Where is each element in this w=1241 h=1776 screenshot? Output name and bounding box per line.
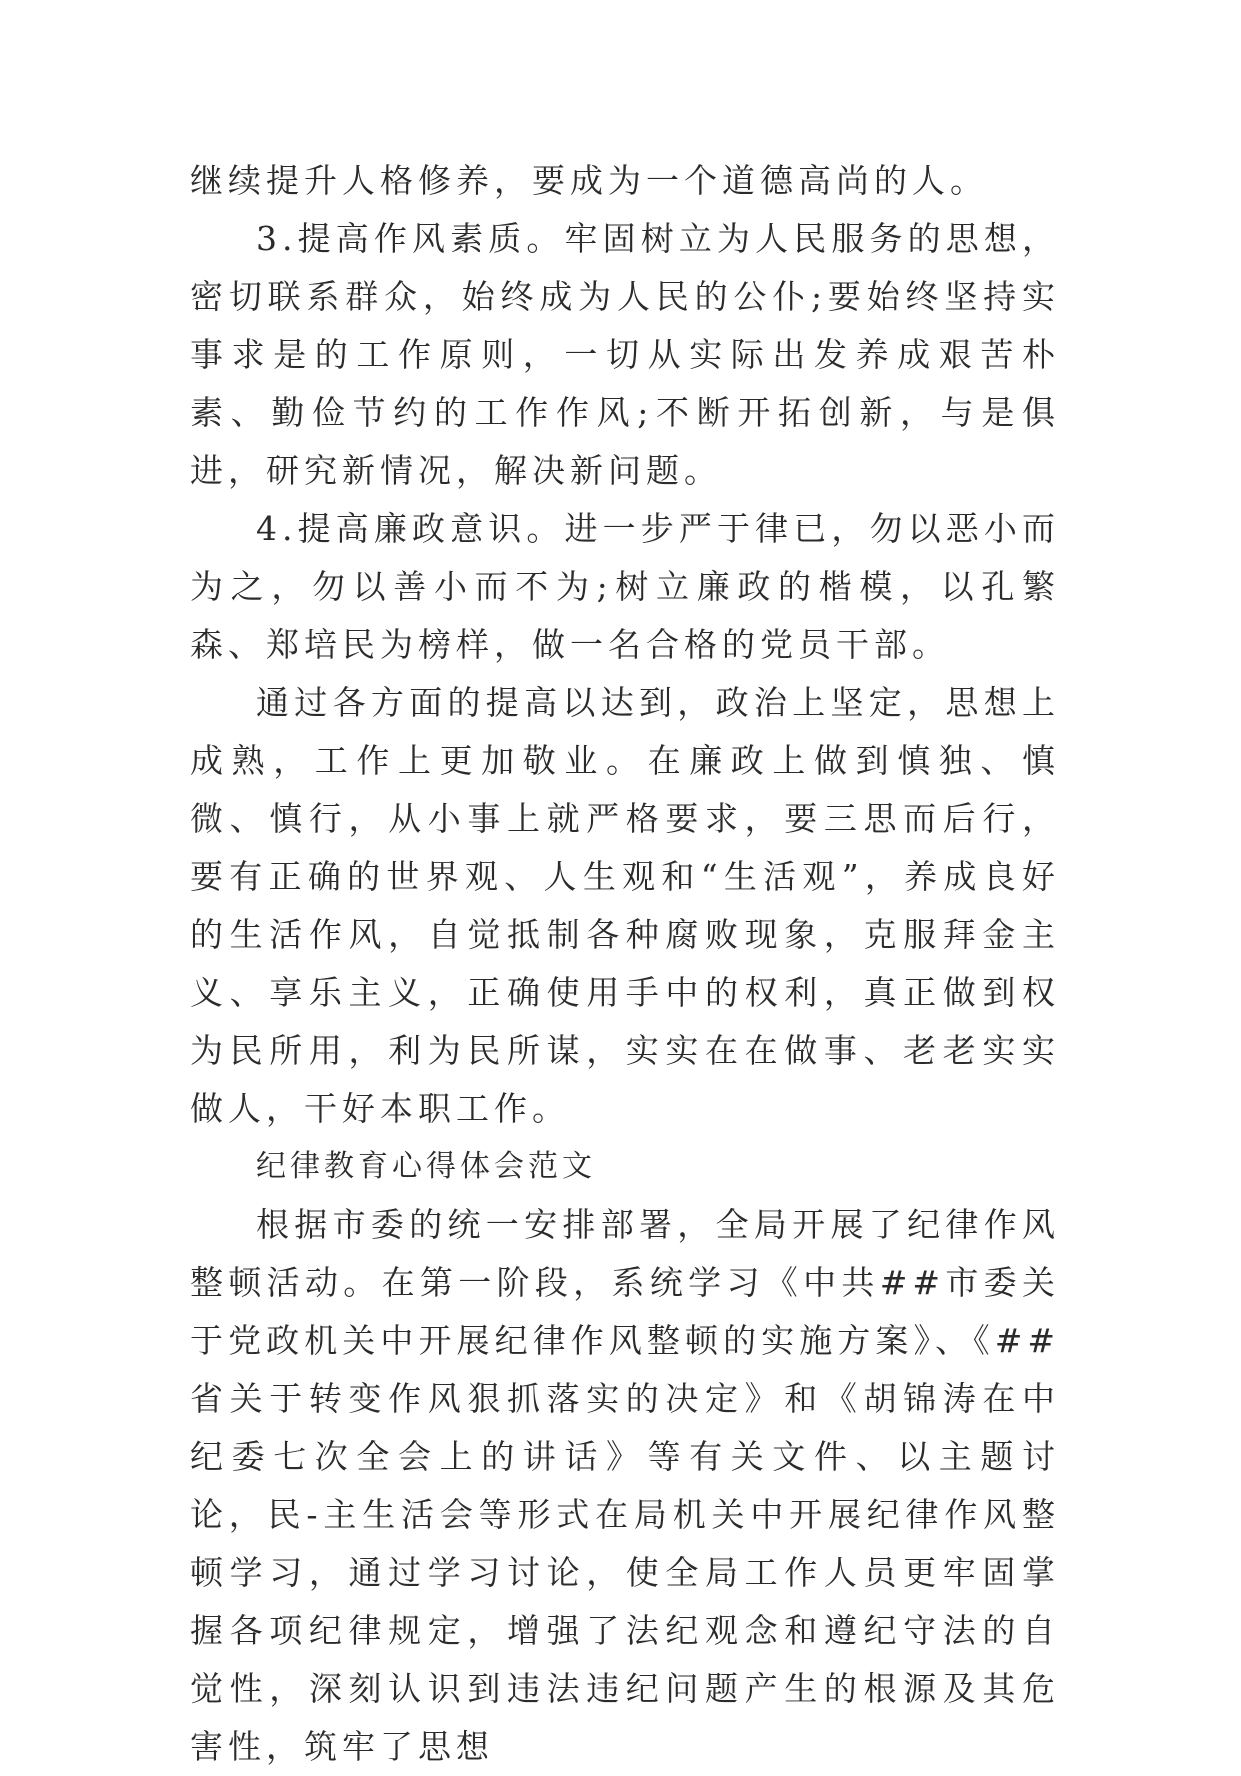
paragraph-section-body: 根据市委的统一安排部署，全局开展了纪律作风整顿活动。在第一阶段，系统学习《中共##市委关于党政机关中开展纪律作风整顿的实施方案》、《##省关于转变作风狠抓落实的决定》和《胡锦涛在中纪委七次全会上的讲话》等有关文件、以主题讨论，民-主生活会等形式在局机关中开展纪律作风整顿学习，通过学习讨论，使全局工作人员更牢固掌握各项纪律规定，增强了法纪观念和遵纪守法的自觉性，深刻认识到违法违纪问题产生的根源及其危害性，筑牢了思想 (190, 1205, 1060, 1766)
paragraph-item-3: 3.提高作风素质。牢固树立为人民服务的思想，密切联系群众，始终成为人民的公仆;要始终坚持实事求是的工作原则，一切从实际出发养成艰苦朴素、勤俭节约的工作作风;不断开拓创新，与是俱进，研究新情况，解决新问题。 (190, 219, 1060, 490)
section-title: 纪律教育心得体会范文 (256, 1149, 596, 1184)
document-body (190, 152, 1060, 1776)
paragraph-summary: 通过各方面的提高以达到，政治上坚定，思想上成熟，工作上更加敬业。在廉政上做到慎独、慎微、慎行，从小事上就严格要求，要三思而后行，要有正确的世界观、人生观和“生活观”，养成良好的生活作风，自觉抵制各种腐败现象，克服拜金主义、享乐主义，正确使用手中的权利，真正做到权为民所用，利为民所谋，实实在在做事、老老实实做人，干好本职工作。 (190, 683, 1060, 1128)
paragraph-item-4: 4.提高廉政意识。进一步严于律已，勿以恶小而为之，勿以善小而不为;树立廉政的楷模，以孔繁森、郑培民为榜样，做一名合格的党员干部。 (190, 509, 1060, 664)
paragraph-continuation: 继续提升人格修养，要成为一个道德高尚的人。 (190, 161, 988, 200)
